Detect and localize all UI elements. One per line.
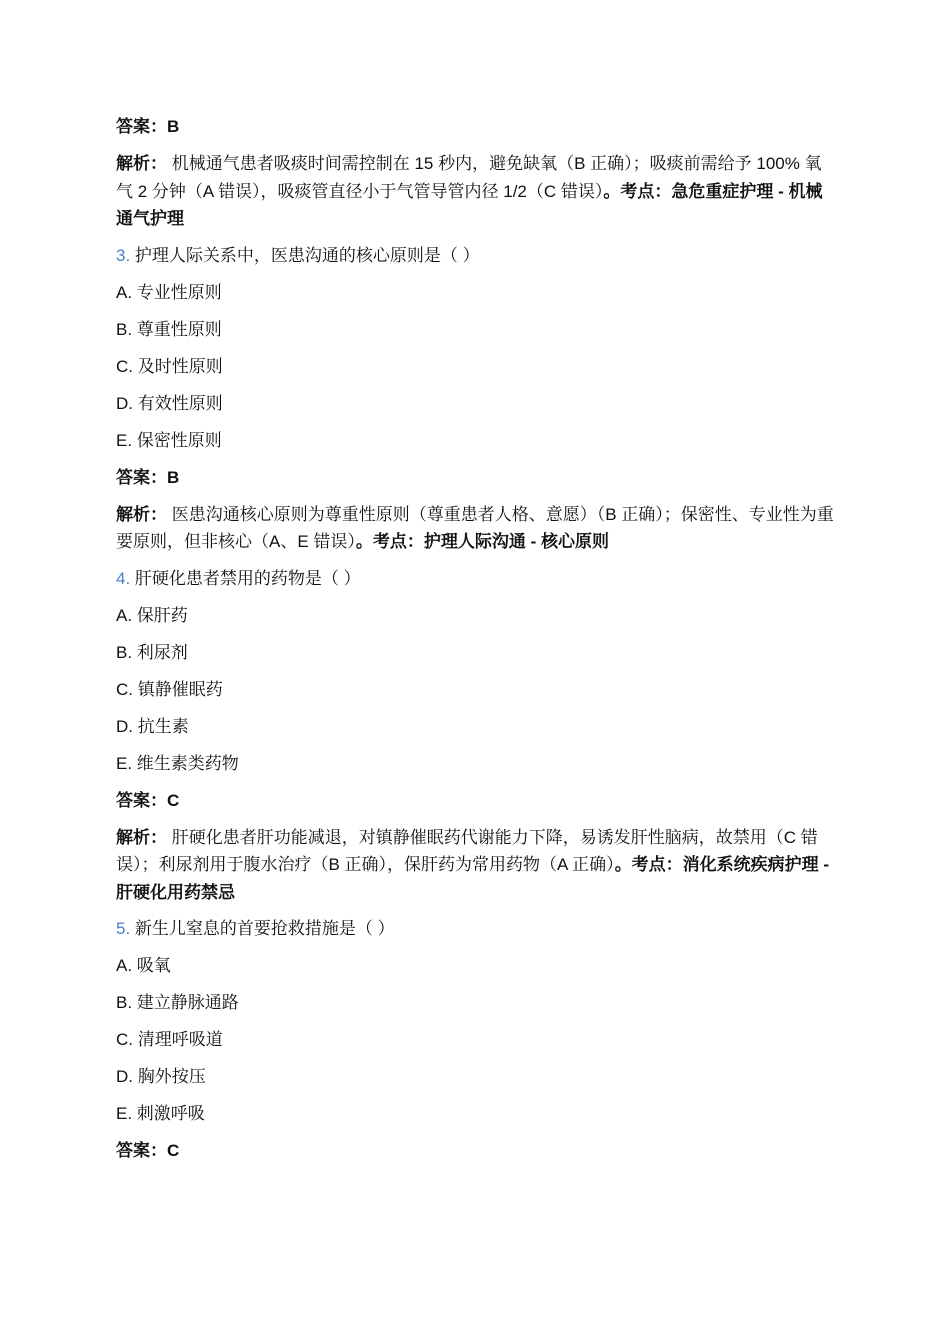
option-c: C. 清理呼吸道	[116, 1030, 223, 1049]
question-4	[116, 565, 834, 593]
explanation	[116, 150, 834, 233]
question-text: 护理人际关系中，医患沟通的核心原则是（ ）	[134, 245, 480, 265]
option-e: E. 保密性原则	[116, 430, 222, 450]
answer-label: 答案：	[116, 1141, 167, 1160]
answer-label: 答案：	[116, 790, 167, 810]
option-d: D. 胸外按压	[116, 1067, 206, 1086]
explanation-text: 肝硬化患者肝功能减退，对镇静催眠药代谢能力下降，易诱发肝性脑病，故禁用（C 错误）；利尿剂用于腹水治疗（B 正确），保肝药为常用药物（A 正确）	[116, 827, 818, 874]
explanation	[116, 824, 834, 907]
answer-value: C	[167, 790, 180, 810]
answer-line	[116, 113, 834, 141]
answer-label: 答案：	[116, 467, 167, 487]
question-number: 4.	[116, 568, 131, 588]
option-b: B. 建立静脉通路	[116, 993, 239, 1012]
answer-line	[116, 1137, 834, 1165]
option-b: B. 利尿剂	[116, 642, 188, 662]
option-a: A. 专业性原则	[116, 282, 222, 302]
answer-line	[116, 464, 834, 492]
option-e: E. 维生素类药物	[116, 753, 239, 773]
answer-value: B	[167, 467, 180, 487]
option-e: E. 刺激呼吸	[116, 1104, 205, 1123]
explanation-label: 解析：	[116, 504, 167, 524]
option-c: C. 及时性原则	[116, 356, 223, 376]
explanation-label: 解析：	[116, 827, 167, 847]
question-5	[116, 915, 834, 943]
answer-label: 答案：	[116, 117, 167, 136]
key-point: 。考点：急危重症护理 - 机械通气护理	[116, 181, 823, 228]
explanation-label: 解析：	[116, 154, 167, 173]
answer-value: C	[167, 1141, 180, 1160]
key-point: 。考点：消化系统疾病护理 - 肝硬化用药禁忌	[116, 855, 830, 902]
question-text: 肝硬化患者禁用的药物是（ ）	[134, 568, 361, 588]
explanation-text: 医患沟通核心原则为尊重性原则（尊重患者人格、意愿）（B 正确）；保密性、专业性为重要原则，但非核心（A、E 错误）	[116, 504, 834, 551]
answer-line	[116, 787, 834, 815]
option-c: C. 镇静催眠药	[116, 679, 223, 699]
option-b: B. 尊重性原则	[116, 319, 222, 339]
option-d: D. 有效性原则	[116, 393, 223, 413]
question-text: 新生儿窒息的首要抢救措施是（ ）	[134, 919, 395, 938]
explanation-text: 机械通气患者吸痰时间需控制在 15 秒内，避免缺氧（B 正确）；吸痰前需给予 100% 氧气 2 分钟（A 错误），吸痰管直径小于气管导管内径 1/2（C 错误）	[116, 154, 822, 201]
option-a: A. 吸氧	[116, 956, 171, 975]
explanation	[116, 501, 834, 556]
question-number: 5.	[116, 919, 131, 938]
document-page	[116, 113, 834, 1174]
option-a: A. 保肝药	[116, 605, 188, 625]
question-number: 3.	[116, 245, 131, 265]
answer-value: B	[167, 117, 180, 136]
key-point: 。考点：护理人际沟通 - 核心原则	[355, 532, 610, 551]
question-3	[116, 242, 834, 270]
option-d: D. 抗生素	[116, 716, 189, 736]
